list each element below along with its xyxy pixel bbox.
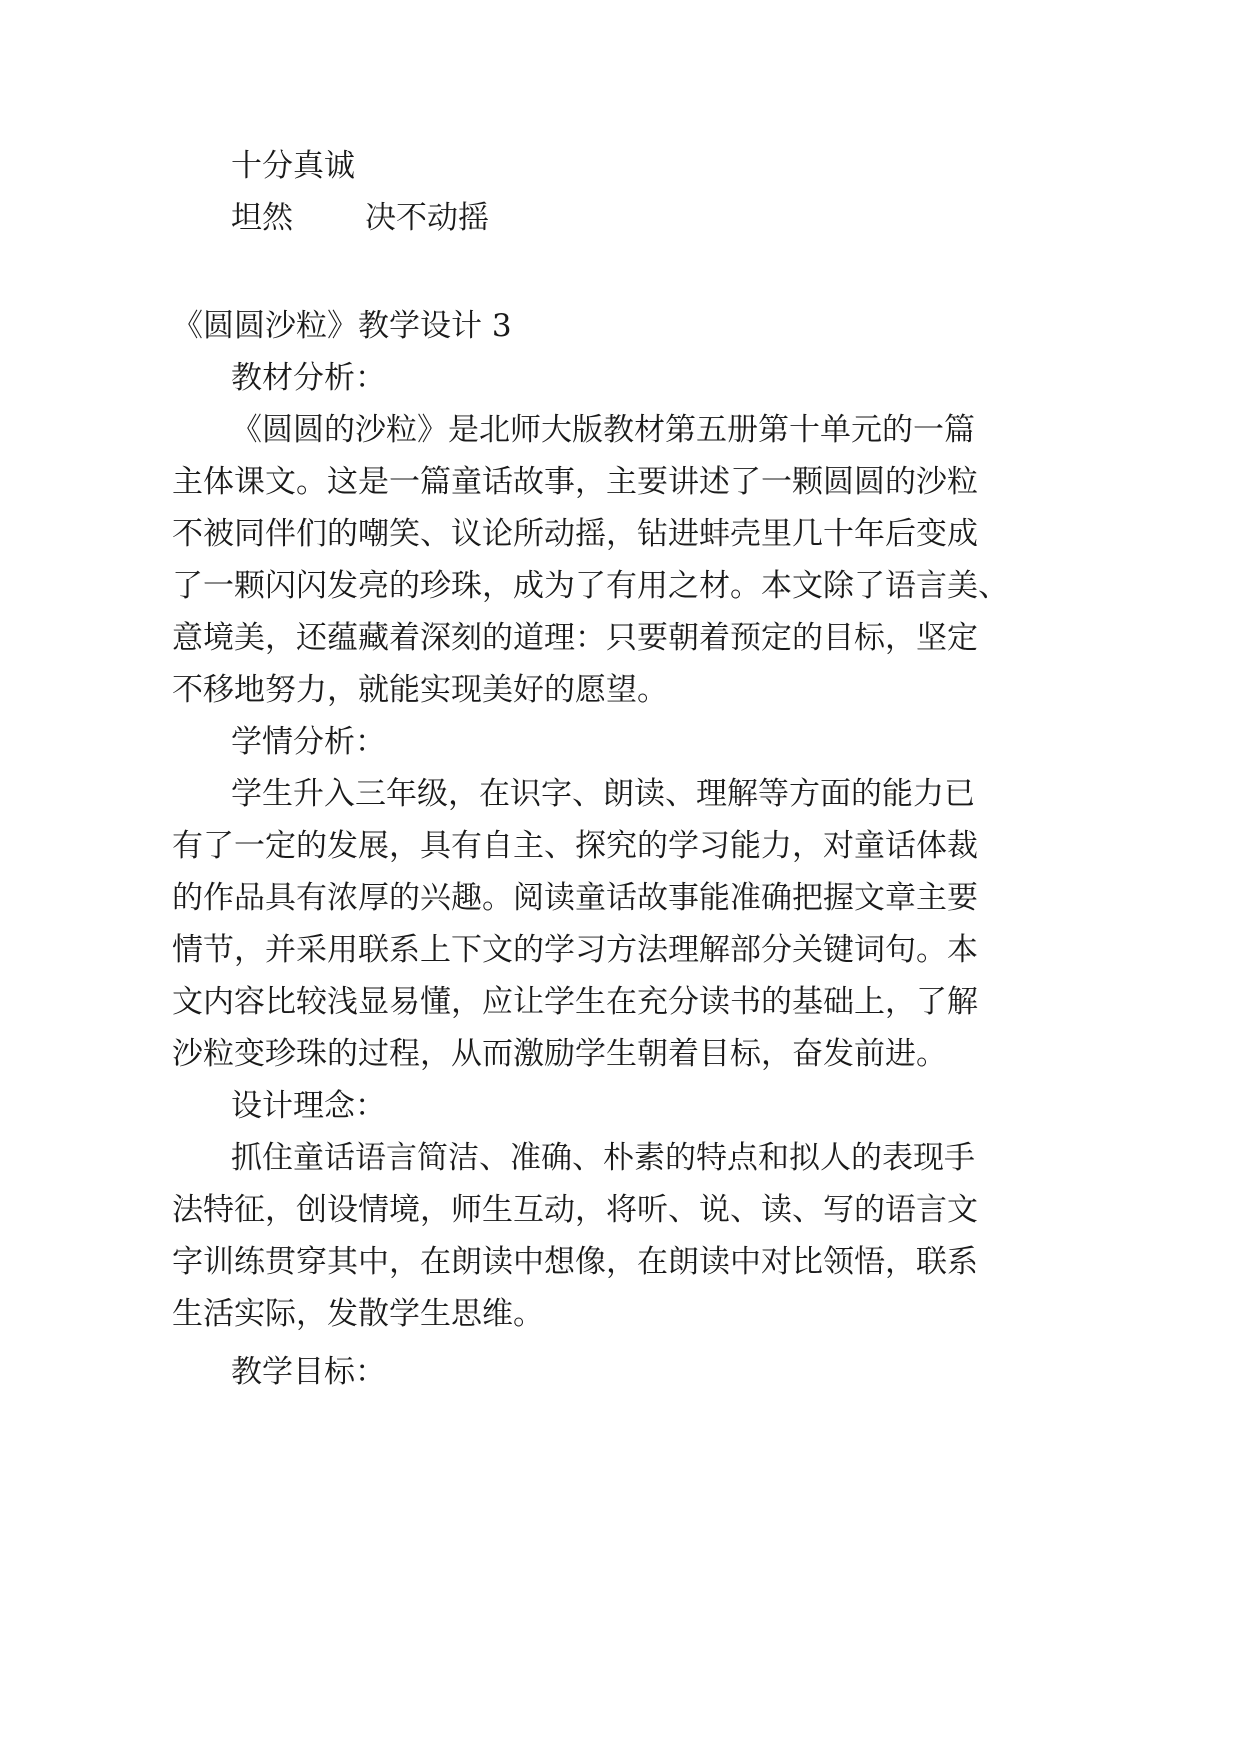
paragraph-line: 的作品具有浓厚的兴趣。阅读童话故事能准确把握文章主要: [172, 880, 978, 916]
section-title: 《圆圆沙粒》教学设计 3: [172, 308, 512, 344]
text-fragment: 决不动摇: [365, 200, 489, 236]
paragraph-line: 意境美，还蕴藏着深刻的道理：只要朝着预定的目标，坚定: [172, 620, 978, 656]
paragraph-line: 生活实际，发散学生思维。: [172, 1296, 544, 1332]
paragraph-line: 不移地努力，就能实现美好的愿望。: [172, 672, 668, 708]
heading-design-concept: 设计理念：: [231, 1088, 386, 1124]
paragraph-line: 法特征，创设情境，师生互动，将听、说、读、写的语言文: [172, 1192, 978, 1228]
heading-teaching-goals: 教学目标：: [231, 1354, 386, 1390]
heading-student-analysis: 学情分析：: [231, 724, 386, 760]
paragraph-line: 字训练贯穿其中，在朗读中想像，在朗读中对比领悟，联系: [172, 1244, 978, 1280]
paragraph-line: 有了一定的发展，具有自主、探究的学习能力，对童话体裁: [172, 828, 978, 864]
paragraph-line: 《圆圆的沙粒》是北师大版教材第五册第十单元的一篇: [231, 412, 975, 448]
paragraph-line: 了一颗闪闪发亮的珍珠，成为了有用之材。本文除了语言美、: [172, 568, 1009, 604]
paragraph-line: 学生升入三年级，在识字、朗读、理解等方面的能力已: [231, 776, 975, 812]
paragraph-line: 沙粒变珍珠的过程，从而激励学生朝着目标，奋发前进。: [172, 1036, 947, 1072]
text-line: [231, 198, 489, 238]
paragraph-line: 情节，并采用联系上下文的学习方法理解部分关键词句。本: [172, 932, 978, 968]
paragraph-line: 抓住童话语言简洁、准确、朴素的特点和拟人的表现手: [231, 1140, 975, 1176]
heading-textbook-analysis: 教材分析：: [231, 360, 386, 396]
text-line: 十分真诚: [231, 148, 355, 184]
text-fragment: 坦然: [231, 200, 293, 236]
paragraph-line: 文内容比较浅显易懂，应让学生在充分读书的基础上，了解: [172, 984, 978, 1020]
paragraph-line: 主体课文。这是一篇童话故事，主要讲述了一颗圆圆的沙粒: [172, 464, 978, 500]
paragraph-line: 不被同伴们的嘲笑、议论所动摇，钻进蚌壳里几十年后变成: [172, 516, 978, 552]
